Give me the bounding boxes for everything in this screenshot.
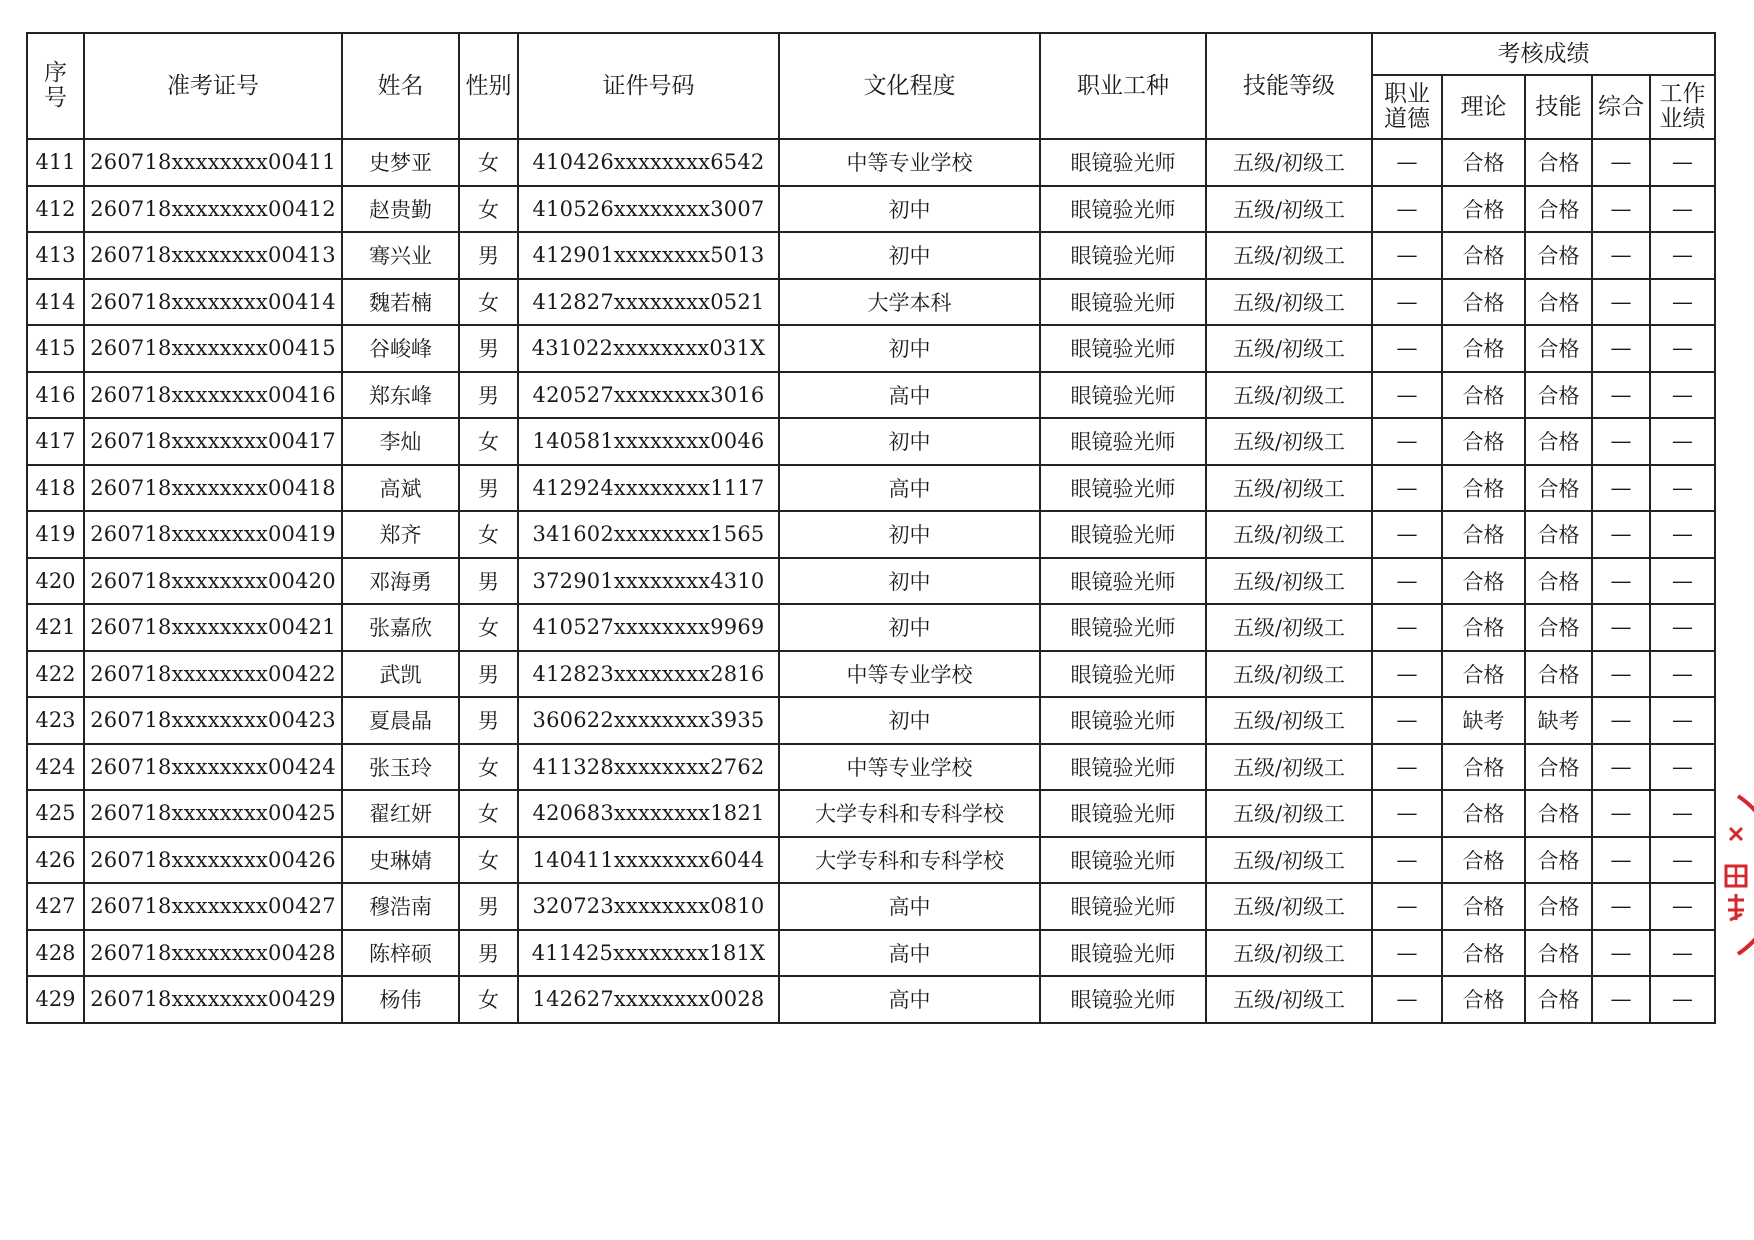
- cell-theory: 合格: [1442, 558, 1525, 605]
- cell-name: 邓海勇: [342, 558, 459, 605]
- cell-skill: 合格: [1525, 930, 1592, 977]
- cell-gender: 女: [459, 186, 518, 233]
- cell-theory: 合格: [1442, 744, 1525, 791]
- header-theory: 理论: [1442, 75, 1525, 139]
- cell-exam-no: 260718xxxxxxxx00422: [84, 651, 342, 698]
- cell-ethics: —: [1372, 325, 1442, 372]
- cell-name: 骞兴业: [342, 232, 459, 279]
- cell-name: 翟红妍: [342, 790, 459, 837]
- table-row: [27, 837, 1715, 884]
- cell-skill: 合格: [1525, 372, 1592, 419]
- cell-name: 史梦亚: [342, 139, 459, 186]
- cell-overall: —: [1592, 232, 1650, 279]
- cell-skill: 合格: [1525, 325, 1592, 372]
- cell-occupation: 眼镜验光师: [1040, 883, 1206, 930]
- header-scores-group: 考核成绩: [1372, 33, 1715, 75]
- cell-gender: 女: [459, 837, 518, 884]
- table-row: [27, 418, 1715, 465]
- cell-theory: 合格: [1442, 837, 1525, 884]
- header-skill: 技能: [1525, 75, 1592, 139]
- cell-skill: 合格: [1525, 465, 1592, 512]
- cell-gender: 女: [459, 139, 518, 186]
- cell-seq: 412: [27, 186, 84, 233]
- cell-education: 高中: [779, 372, 1040, 419]
- cell-skill: 合格: [1525, 511, 1592, 558]
- cell-overall: —: [1592, 837, 1650, 884]
- cell-theory: 合格: [1442, 790, 1525, 837]
- cell-skill: 合格: [1525, 837, 1592, 884]
- cell-seq: 423: [27, 697, 84, 744]
- cell-theory: 合格: [1442, 651, 1525, 698]
- cell-exam-no: 260718xxxxxxxx00416: [84, 372, 342, 419]
- cell-occupation: 眼镜验光师: [1040, 930, 1206, 977]
- cell-exam-no: 260718xxxxxxxx00429: [84, 976, 342, 1023]
- cell-theory: 合格: [1442, 279, 1525, 326]
- cell-name: 张嘉欣: [342, 604, 459, 651]
- cell-theory: 合格: [1442, 604, 1525, 651]
- cell-overall: —: [1592, 279, 1650, 326]
- table-row: [27, 930, 1715, 977]
- cell-seq: 414: [27, 279, 84, 326]
- table-row: [27, 372, 1715, 419]
- cell-exam-no: 260718xxxxxxxx00426: [84, 837, 342, 884]
- cell-performance: —: [1650, 883, 1715, 930]
- cell-seq: 415: [27, 325, 84, 372]
- cell-ethics: —: [1372, 279, 1442, 326]
- cell-skill-level: 五级/初级工: [1206, 511, 1372, 558]
- cell-education: 大学本科: [779, 279, 1040, 326]
- cell-performance: —: [1650, 186, 1715, 233]
- cell-occupation: 眼镜验光师: [1040, 465, 1206, 512]
- cell-skill-level: 五级/初级工: [1206, 372, 1372, 419]
- roster-sheet: [26, 32, 1716, 1024]
- cell-skill-level: 五级/初级工: [1206, 139, 1372, 186]
- cell-theory: 合格: [1442, 511, 1525, 558]
- cell-name: 魏若楠: [342, 279, 459, 326]
- cell-skill-level: 五级/初级工: [1206, 976, 1372, 1023]
- cell-occupation: 眼镜验光师: [1040, 744, 1206, 791]
- cell-name: 史琳婧: [342, 837, 459, 884]
- cell-ethics: —: [1372, 651, 1442, 698]
- cell-ethics: —: [1372, 744, 1442, 791]
- header-name: 姓名: [342, 33, 459, 139]
- cell-overall: —: [1592, 930, 1650, 977]
- cell-gender: 女: [459, 790, 518, 837]
- cell-skill: 合格: [1525, 651, 1592, 698]
- cell-id-no: 412827xxxxxxxx0521: [518, 279, 779, 326]
- cell-education: 初中: [779, 558, 1040, 605]
- cell-name: 夏晨晶: [342, 697, 459, 744]
- header-overall: 综合: [1592, 75, 1650, 139]
- cell-name: 穆浩南: [342, 883, 459, 930]
- cell-performance: —: [1650, 837, 1715, 884]
- cell-occupation: 眼镜验光师: [1040, 325, 1206, 372]
- cell-skill-level: 五级/初级工: [1206, 604, 1372, 651]
- cell-overall: —: [1592, 744, 1650, 791]
- cell-seq: 416: [27, 372, 84, 419]
- cell-id-no: 372901xxxxxxxx4310: [518, 558, 779, 605]
- cell-overall: —: [1592, 697, 1650, 744]
- cell-overall: —: [1592, 418, 1650, 465]
- header-performance: 工作业绩: [1650, 75, 1715, 139]
- table-row: [27, 744, 1715, 791]
- cell-ethics: —: [1372, 604, 1442, 651]
- cell-performance: —: [1650, 279, 1715, 326]
- cell-exam-no: 260718xxxxxxxx00419: [84, 511, 342, 558]
- cell-skill-level: 五级/初级工: [1206, 465, 1372, 512]
- table-row: [27, 232, 1715, 279]
- cell-education: 大学专科和专科学校: [779, 837, 1040, 884]
- cell-seq: 418: [27, 465, 84, 512]
- cell-ethics: —: [1372, 372, 1442, 419]
- cell-overall: —: [1592, 139, 1650, 186]
- cell-ethics: —: [1372, 511, 1442, 558]
- cell-id-no: 142627xxxxxxxx0028: [518, 976, 779, 1023]
- header-education: 文化程度: [779, 33, 1040, 139]
- cell-gender: 女: [459, 418, 518, 465]
- cell-overall: —: [1592, 325, 1650, 372]
- cell-skill-level: 五级/初级工: [1206, 790, 1372, 837]
- cell-name: 谷峻峰: [342, 325, 459, 372]
- cell-seq: 422: [27, 651, 84, 698]
- cell-occupation: 眼镜验光师: [1040, 232, 1206, 279]
- table-row: [27, 697, 1715, 744]
- table-row: [27, 883, 1715, 930]
- cell-gender: 男: [459, 232, 518, 279]
- cell-id-no: 412924xxxxxxxx1117: [518, 465, 779, 512]
- cell-education: 大学专科和专科学校: [779, 790, 1040, 837]
- official-seal-stamp: [1708, 790, 1754, 960]
- cell-theory: 合格: [1442, 325, 1525, 372]
- table-row: [27, 186, 1715, 233]
- cell-skill: 合格: [1525, 186, 1592, 233]
- roster-body: [27, 139, 1715, 1023]
- cell-skill: 合格: [1525, 790, 1592, 837]
- table-row: [27, 139, 1715, 186]
- cell-education: 高中: [779, 976, 1040, 1023]
- cell-overall: —: [1592, 186, 1650, 233]
- cell-id-no: 410527xxxxxxxx9969: [518, 604, 779, 651]
- cell-occupation: 眼镜验光师: [1040, 279, 1206, 326]
- cell-skill-level: 五级/初级工: [1206, 883, 1372, 930]
- table-row: [27, 558, 1715, 605]
- cell-gender: 男: [459, 372, 518, 419]
- cell-education: 中等专业学校: [779, 651, 1040, 698]
- cell-skill: 合格: [1525, 558, 1592, 605]
- header-exam-no: 准考证号: [84, 33, 342, 139]
- cell-occupation: 眼镜验光师: [1040, 418, 1206, 465]
- cell-performance: —: [1650, 930, 1715, 977]
- cell-overall: —: [1592, 790, 1650, 837]
- exam-results-table: [26, 32, 1716, 1024]
- cell-id-no: 411328xxxxxxxx2762: [518, 744, 779, 791]
- cell-skill: 合格: [1525, 139, 1592, 186]
- cell-gender: 男: [459, 930, 518, 977]
- cell-skill-level: 五级/初级工: [1206, 186, 1372, 233]
- cell-seq: 424: [27, 744, 84, 791]
- cell-id-no: 410426xxxxxxxx6542: [518, 139, 779, 186]
- cell-ethics: —: [1372, 697, 1442, 744]
- cell-id-no: 320723xxxxxxxx0810: [518, 883, 779, 930]
- cell-seq: 429: [27, 976, 84, 1023]
- cell-skill-level: 五级/初级工: [1206, 930, 1372, 977]
- table-row: [27, 976, 1715, 1023]
- cell-skill: 缺考: [1525, 697, 1592, 744]
- cell-id-no: 420683xxxxxxxx1821: [518, 790, 779, 837]
- cell-exam-no: 260718xxxxxxxx00411: [84, 139, 342, 186]
- cell-performance: —: [1650, 558, 1715, 605]
- cell-ethics: —: [1372, 139, 1442, 186]
- cell-seq: 420: [27, 558, 84, 605]
- cell-skill: 合格: [1525, 232, 1592, 279]
- cell-education: 初中: [779, 511, 1040, 558]
- cell-name: 张玉玲: [342, 744, 459, 791]
- cell-seq: 428: [27, 930, 84, 977]
- cell-overall: —: [1592, 511, 1650, 558]
- cell-education: 初中: [779, 604, 1040, 651]
- cell-skill-level: 五级/初级工: [1206, 558, 1372, 605]
- cell-occupation: 眼镜验光师: [1040, 837, 1206, 884]
- cell-education: 初中: [779, 697, 1040, 744]
- cell-performance: —: [1650, 604, 1715, 651]
- cell-exam-no: 260718xxxxxxxx00428: [84, 930, 342, 977]
- cell-gender: 男: [459, 325, 518, 372]
- cell-theory: 合格: [1442, 976, 1525, 1023]
- table-row: [27, 325, 1715, 372]
- cell-overall: —: [1592, 651, 1650, 698]
- cell-performance: —: [1650, 232, 1715, 279]
- cell-exam-no: 260718xxxxxxxx00413: [84, 232, 342, 279]
- cell-gender: 男: [459, 558, 518, 605]
- cell-gender: 女: [459, 744, 518, 791]
- cell-gender: 女: [459, 279, 518, 326]
- cell-skill-level: 五级/初级工: [1206, 837, 1372, 884]
- cell-name: 杨伟: [342, 976, 459, 1023]
- header-ethics: 职业道德: [1372, 75, 1442, 139]
- cell-skill: 合格: [1525, 883, 1592, 930]
- cell-ethics: —: [1372, 232, 1442, 279]
- cell-gender: 女: [459, 976, 518, 1023]
- cell-seq: 427: [27, 883, 84, 930]
- cell-ethics: —: [1372, 465, 1442, 512]
- cell-theory: 合格: [1442, 139, 1525, 186]
- cell-gender: 男: [459, 697, 518, 744]
- cell-seq: 419: [27, 511, 84, 558]
- cell-occupation: 眼镜验光师: [1040, 651, 1206, 698]
- cell-occupation: 眼镜验光师: [1040, 186, 1206, 233]
- cell-theory: 合格: [1442, 930, 1525, 977]
- cell-exam-no: 260718xxxxxxxx00418: [84, 465, 342, 512]
- cell-id-no: 412823xxxxxxxx2816: [518, 651, 779, 698]
- cell-education: 中等专业学校: [779, 139, 1040, 186]
- cell-occupation: 眼镜验光师: [1040, 976, 1206, 1023]
- header-occupation: 职业工种: [1040, 33, 1206, 139]
- header-seq: 序号: [27, 33, 84, 139]
- cell-theory: 合格: [1442, 465, 1525, 512]
- cell-id-no: 420527xxxxxxxx3016: [518, 372, 779, 419]
- cell-education: 初中: [779, 418, 1040, 465]
- cell-theory: 合格: [1442, 232, 1525, 279]
- cell-skill-level: 五级/初级工: [1206, 697, 1372, 744]
- cell-skill: 合格: [1525, 604, 1592, 651]
- cell-ethics: —: [1372, 837, 1442, 884]
- cell-performance: —: [1650, 418, 1715, 465]
- cell-gender: 男: [459, 465, 518, 512]
- cell-name: 郑齐: [342, 511, 459, 558]
- cell-id-no: 411425xxxxxxxx181X: [518, 930, 779, 977]
- cell-seq: 411: [27, 139, 84, 186]
- cell-seq: 421: [27, 604, 84, 651]
- cell-exam-no: 260718xxxxxxxx00412: [84, 186, 342, 233]
- cell-skill-level: 五级/初级工: [1206, 325, 1372, 372]
- cell-gender: 男: [459, 883, 518, 930]
- cell-name: 郑东峰: [342, 372, 459, 419]
- header-skill-level: 技能等级: [1206, 33, 1372, 139]
- cell-occupation: 眼镜验光师: [1040, 604, 1206, 651]
- cell-theory: 缺考: [1442, 697, 1525, 744]
- cell-overall: —: [1592, 604, 1650, 651]
- cell-performance: —: [1650, 465, 1715, 512]
- cell-seq: 417: [27, 418, 84, 465]
- cell-id-no: 140581xxxxxxxx0046: [518, 418, 779, 465]
- cell-gender: 男: [459, 651, 518, 698]
- cell-skill-level: 五级/初级工: [1206, 232, 1372, 279]
- table-row: [27, 604, 1715, 651]
- cell-skill: 合格: [1525, 744, 1592, 791]
- header-id-no: 证件号码: [518, 33, 779, 139]
- cell-skill-level: 五级/初级工: [1206, 279, 1372, 326]
- cell-skill-level: 五级/初级工: [1206, 418, 1372, 465]
- cell-performance: —: [1650, 139, 1715, 186]
- cell-occupation: 眼镜验光师: [1040, 697, 1206, 744]
- cell-name: 赵贵勤: [342, 186, 459, 233]
- cell-exam-no: 260718xxxxxxxx00421: [84, 604, 342, 651]
- cell-education: 初中: [779, 232, 1040, 279]
- cell-skill: 合格: [1525, 279, 1592, 326]
- cell-education: 高中: [779, 883, 1040, 930]
- cell-education: 初中: [779, 186, 1040, 233]
- cell-ethics: —: [1372, 883, 1442, 930]
- cell-ethics: —: [1372, 930, 1442, 977]
- cell-id-no: 140411xxxxxxxx6044: [518, 837, 779, 884]
- cell-theory: 合格: [1442, 883, 1525, 930]
- cell-performance: —: [1650, 744, 1715, 791]
- cell-performance: —: [1650, 372, 1715, 419]
- cell-exam-no: 260718xxxxxxxx00414: [84, 279, 342, 326]
- cell-seq: 413: [27, 232, 84, 279]
- cell-overall: —: [1592, 883, 1650, 930]
- cell-overall: —: [1592, 372, 1650, 419]
- cell-performance: —: [1650, 325, 1715, 372]
- cell-id-no: 341602xxxxxxxx1565: [518, 511, 779, 558]
- cell-skill-level: 五级/初级工: [1206, 651, 1372, 698]
- cell-overall: —: [1592, 558, 1650, 605]
- cell-theory: 合格: [1442, 418, 1525, 465]
- cell-gender: 女: [459, 604, 518, 651]
- cell-education: 中等专业学校: [779, 744, 1040, 791]
- cell-occupation: 眼镜验光师: [1040, 372, 1206, 419]
- cell-exam-no: 260718xxxxxxxx00417: [84, 418, 342, 465]
- cell-performance: —: [1650, 511, 1715, 558]
- cell-theory: 合格: [1442, 372, 1525, 419]
- cell-exam-no: 260718xxxxxxxx00424: [84, 744, 342, 791]
- cell-name: 武凯: [342, 651, 459, 698]
- cell-education: 高中: [779, 465, 1040, 512]
- cell-skill-level: 五级/初级工: [1206, 744, 1372, 791]
- cell-seq: 425: [27, 790, 84, 837]
- cell-ethics: —: [1372, 558, 1442, 605]
- cell-ethics: —: [1372, 976, 1442, 1023]
- table-row: [27, 465, 1715, 512]
- table-row: [27, 790, 1715, 837]
- cell-name: 李灿: [342, 418, 459, 465]
- cell-exam-no: 260718xxxxxxxx00427: [84, 883, 342, 930]
- cell-occupation: 眼镜验光师: [1040, 558, 1206, 605]
- table-row: [27, 511, 1715, 558]
- cell-skill: 合格: [1525, 976, 1592, 1023]
- cell-performance: —: [1650, 697, 1715, 744]
- header-gender: 性别: [459, 33, 518, 139]
- cell-ethics: —: [1372, 186, 1442, 233]
- cell-name: 陈梓硕: [342, 930, 459, 977]
- cell-exam-no: 260718xxxxxxxx00420: [84, 558, 342, 605]
- cell-ethics: —: [1372, 418, 1442, 465]
- cell-id-no: 360622xxxxxxxx3935: [518, 697, 779, 744]
- cell-performance: —: [1650, 790, 1715, 837]
- cell-seq: 426: [27, 837, 84, 884]
- cell-education: 初中: [779, 325, 1040, 372]
- cell-education: 高中: [779, 930, 1040, 977]
- cell-occupation: 眼镜验光师: [1040, 790, 1206, 837]
- table-row: [27, 279, 1715, 326]
- table-row: [27, 651, 1715, 698]
- cell-gender: 女: [459, 511, 518, 558]
- cell-performance: —: [1650, 651, 1715, 698]
- cell-performance: —: [1650, 976, 1715, 1023]
- cell-exam-no: 260718xxxxxxxx00415: [84, 325, 342, 372]
- cell-occupation: 眼镜验光师: [1040, 139, 1206, 186]
- cell-overall: —: [1592, 465, 1650, 512]
- cell-id-no: 412901xxxxxxxx5013: [518, 232, 779, 279]
- cell-occupation: 眼镜验光师: [1040, 511, 1206, 558]
- cell-overall: —: [1592, 976, 1650, 1023]
- cell-exam-no: 260718xxxxxxxx00423: [84, 697, 342, 744]
- cell-id-no: 431022xxxxxxxx031X: [518, 325, 779, 372]
- cell-theory: 合格: [1442, 186, 1525, 233]
- cell-name: 高斌: [342, 465, 459, 512]
- cell-skill: 合格: [1525, 418, 1592, 465]
- cell-id-no: 410526xxxxxxxx3007: [518, 186, 779, 233]
- cell-exam-no: 260718xxxxxxxx00425: [84, 790, 342, 837]
- cell-ethics: —: [1372, 790, 1442, 837]
